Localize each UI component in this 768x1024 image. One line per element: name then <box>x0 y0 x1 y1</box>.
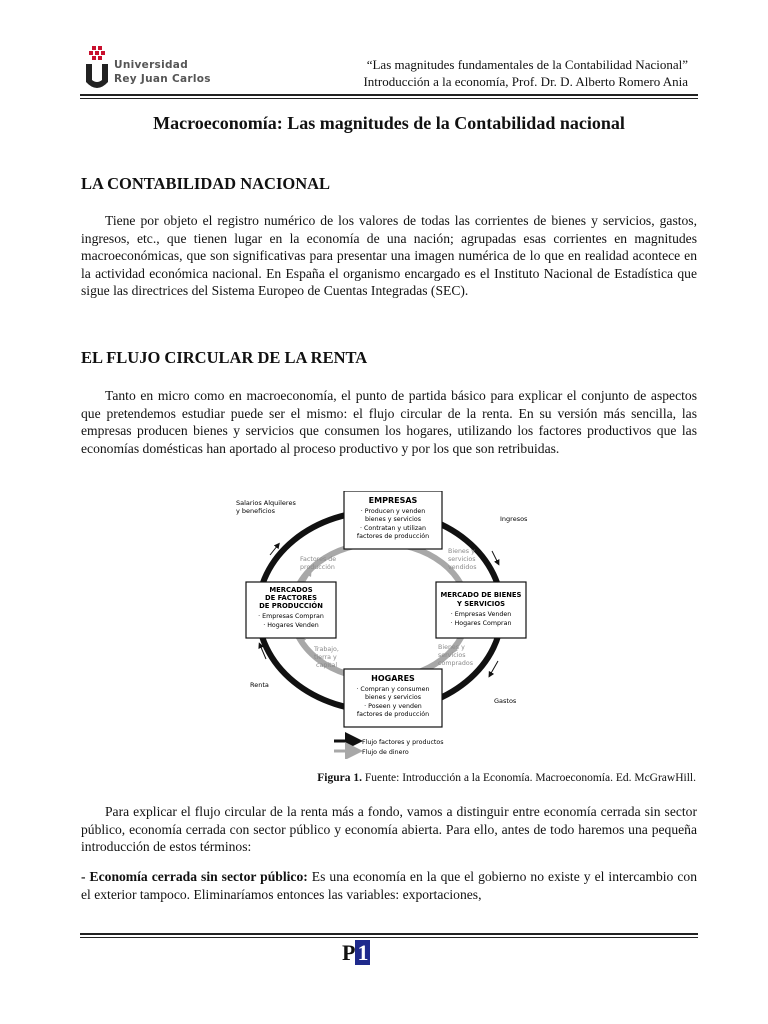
header-divider <box>80 94 698 96</box>
label-ingresos: Ingresos <box>500 515 528 523</box>
label-bienes-comprados: Bienes y <box>438 644 465 651</box>
hogares-line: factores de producción <box>356 711 430 718</box>
hogares-line: · Poseen y venden <box>364 703 422 710</box>
economia-cerrada-label: - Economía cerrada sin sector público: <box>81 869 308 884</box>
label-bienes-vendidos: servicios <box>448 556 476 563</box>
label-bienes-vendidos: Bienes y <box>448 548 475 555</box>
empresas-line: factores de producción <box>356 533 430 540</box>
circular-flow-svg <box>230 491 530 759</box>
arrow-ingresos <box>492 551 498 563</box>
label-trabajo: Trabajo, <box>314 646 339 653</box>
empresas-line: · Producen y venden <box>360 508 426 515</box>
mercado-factores-box <box>246 582 336 638</box>
figure-caption-label: Figura 1. <box>317 772 362 784</box>
mercado-bienes-title: MERCADO DE BIENES <box>440 591 522 599</box>
label-bienes-comprados: servicios <box>438 652 466 659</box>
mercado-bienes-box <box>436 582 526 638</box>
university-logo <box>84 46 224 92</box>
empresas-box <box>344 491 442 549</box>
hogares-box <box>344 669 442 727</box>
course-subtitle: Introducción a la economía, Prof. Dr. D. Alberto Romero Ania <box>363 74 688 89</box>
economia-cerrada-text: Es una economía en la que el gobierno no existe y el intercambio con el exterior tampoco. Eliminaríamos entonces las variables: exportaciones, <box>81 869 697 902</box>
paragraph-economia-cerrada <box>81 868 697 903</box>
arrow-gastos <box>490 661 498 675</box>
footer-divider-thin <box>80 937 698 938</box>
figure-caption <box>317 772 696 784</box>
page-number <box>342 940 370 966</box>
diagram-legend <box>334 739 444 756</box>
label-salarios: Salarios Alquileres <box>236 499 296 507</box>
university-name-line2: Rey Juan Carlos <box>114 73 211 85</box>
empresas-title: EMPRESAS <box>368 496 418 505</box>
label-gastos: Gastos <box>494 697 517 705</box>
circular-flow-diagram <box>230 491 530 759</box>
page-number-value: 1 <box>357 940 369 965</box>
label-bienes-vendidos: vendidos <box>448 564 477 571</box>
mercado-bienes-line: · Hogares Compran <box>450 620 512 627</box>
label-bienes-comprados: comprados <box>438 660 474 667</box>
running-header <box>363 56 688 90</box>
label-trabajo: capital <box>316 662 338 669</box>
mercado-bienes-title: Y SERVICIOS <box>456 600 506 608</box>
mercado-factores-line: · Empresas Compran <box>258 613 324 620</box>
footer-divider <box>80 933 698 935</box>
empresas-line: · Contratan y utilizan <box>359 525 427 532</box>
paragraph-flujo: Tanto en micro como en macroeconomía, el punto de partida básico para explicar el conjunto de aspectos que pretendemos estudiar puede ser el mismo: el flujo circular de la renta. En su versión más sencilla, las empresas producen bienes y servicios que consumen los hogares, utilizando los factores productivos que las economías domésticas han aportado al proceso productivo y por los que son retribuidas. <box>81 388 697 456</box>
legend-flujo-factores: Flujo factores y productos <box>362 739 444 746</box>
mercado-factores-title: MERCADOS <box>269 586 313 594</box>
section-heading-contabilidad: LA CONTABILIDAD NACIONAL <box>81 174 331 193</box>
hogares-title: HOGARES <box>371 674 415 683</box>
figure-caption-text: Fuente: Introducción a la Economía. Macroeconomía. Ed. McGrawHill. <box>361 772 696 784</box>
mercado-factores-line: · Hogares Venden <box>263 622 319 629</box>
hogares-line: bienes y servicios <box>364 694 422 701</box>
paragraph-flujo-detalle: Para explicar el flujo circular de la renta más a fondo, vamos a distinguir entre economía cerrada sin sector público, economía cerrada con sector público y economía abierta. Para ello, antes de todo haremos una pequeña introducción de estos términos: <box>81 804 697 855</box>
label-trabajo: tierra y <box>314 654 337 661</box>
header-divider-thin <box>80 98 698 99</box>
course-title: “Las magnitudes fundamentales de la Contabilidad Nacional” <box>366 57 688 72</box>
paragraph-contabilidad: Tiene por objeto el registro numérico de los valores de todas las corrientes de bienes y servicios, gastos, ingresos, etc., que tienen lugar en la economía de una nación; agrupadas esas corrientes en magnitudes macroeconómicas, que son significativas para presentar una imagen numérica de lo que en realidad acontece en la actividad económica nacional. En España el organismo encargado es el Instituto Nacional de Estadística que sigue las directrices del Sistema Europeo de Cuentas Integradas (SEC). <box>81 213 697 299</box>
document-title: Macroeconomía: Las magnitudes de la Contabilidad nacional <box>153 113 625 133</box>
urjc-logo-icon <box>84 46 110 90</box>
label-factores: Factores de <box>300 556 337 563</box>
label-renta: Renta <box>250 681 269 689</box>
section-heading-flujo: EL FLUJO CIRCULAR DE LA RENTA <box>81 348 368 367</box>
empresas-line: bienes y servicios <box>364 516 422 523</box>
page-prefix: P <box>342 940 356 965</box>
university-name-line1: Universidad <box>114 59 189 71</box>
mercado-factores-title: DE FACTORES <box>265 594 317 602</box>
label-factores: producción <box>300 564 335 571</box>
mercado-bienes-line: · Empresas Venden <box>450 611 512 618</box>
mercado-factores-title: DE PRODUCCIÓN <box>259 602 323 610</box>
hogares-line: · Compran y consumen <box>356 686 430 693</box>
legend-flujo-dinero: Flujo de dinero <box>362 749 409 756</box>
label-salarios: y beneficios <box>236 507 275 515</box>
